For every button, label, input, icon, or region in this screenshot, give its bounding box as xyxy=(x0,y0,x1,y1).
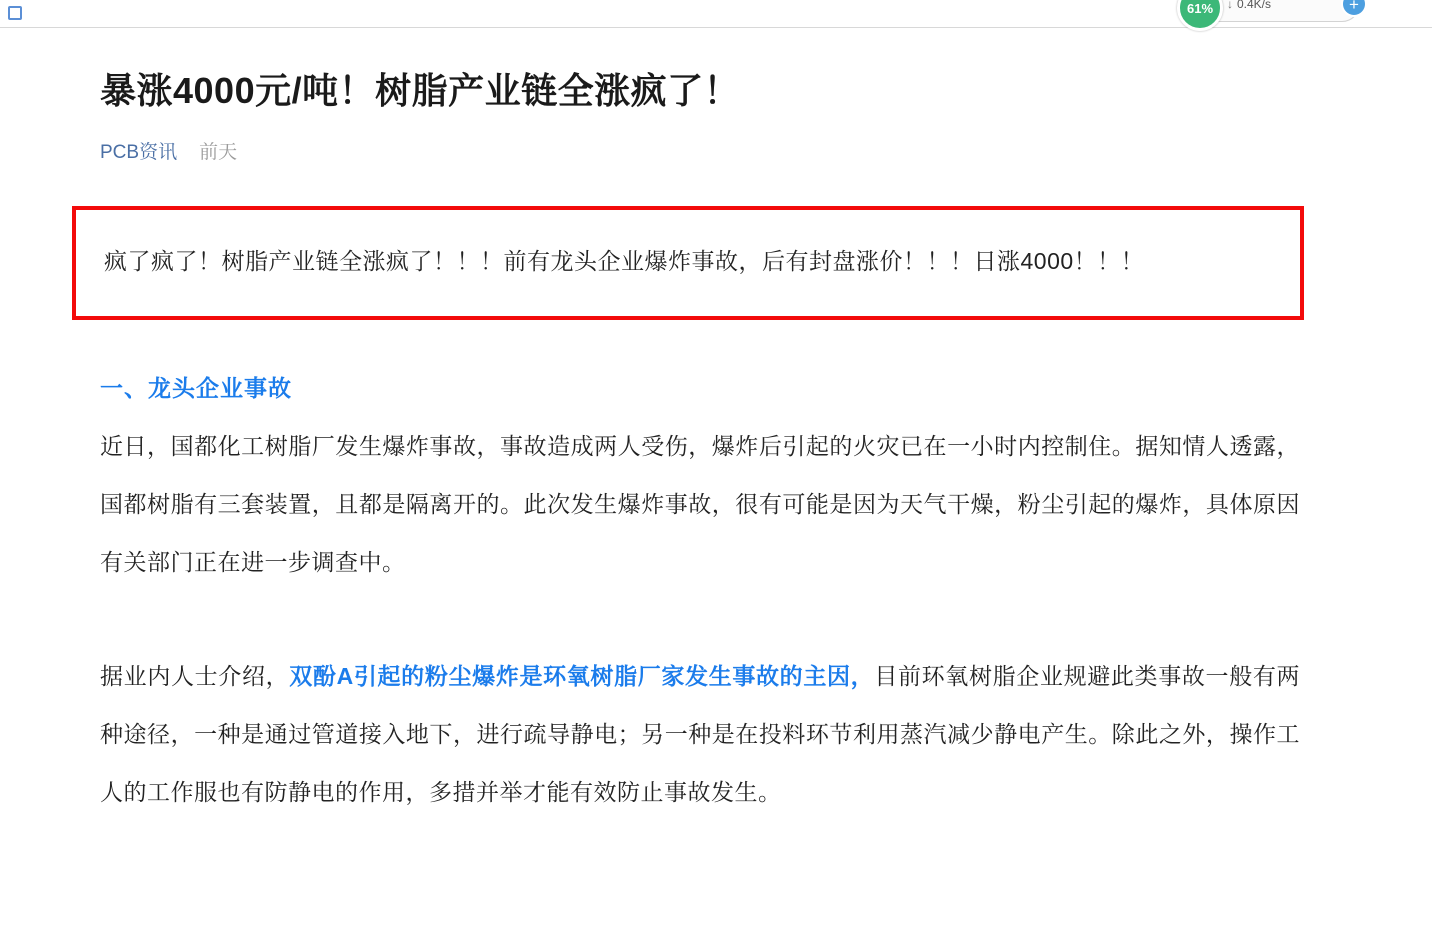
lead-highlight-box xyxy=(72,206,1304,320)
article-timestamp: 前天 xyxy=(199,141,238,163)
paragraph-two-pre: 据业内人士介绍， xyxy=(100,662,290,689)
add-icon[interactable]: + xyxy=(1341,0,1367,17)
article-source[interactable]: PCB资讯 xyxy=(100,141,178,163)
download-arrow-icon: ↓ xyxy=(1227,0,1233,11)
lead-paragraph: 疯了疯了！树脂产业链全涨疯了！！！前有龙头企业爆炸事故，后有封盘涨价！！！日涨4000！！！ xyxy=(104,247,1145,274)
network-speed-widget[interactable] xyxy=(1180,0,1360,22)
paragraph-two xyxy=(100,647,1300,821)
tab-square-icon[interactable] xyxy=(8,6,22,20)
page-title: 暴涨4000元/吨！树脂产业链全涨疯了！ xyxy=(100,70,741,111)
section-heading-one: 一、龙头企业事故 xyxy=(100,374,292,401)
battery-percent-badge: 61% xyxy=(1177,0,1223,31)
article-meta xyxy=(100,137,1300,164)
paragraph-two-highlight: 双酚A引起的粉尘爆炸是环氧树脂厂家发生事故的主因， xyxy=(289,662,875,689)
article-container xyxy=(100,28,1300,844)
network-speed-label: 0.4K/s xyxy=(1237,0,1272,11)
paragraph-two-post: 目前环氧树脂企业规避此类事故一般有两种途径，一种是通过管道接入地下，进行疏导静电；另一种是在投料环节利用蒸汽减少静电产生。除此之外，操作工人的工作服也有防静电的作用，多措并举才能有效防止事故发生。 xyxy=(100,662,1301,805)
paragraph-one: 近日，国都化工树脂厂发生爆炸事故，事故造成两人受伤，爆炸后引起的火灾已在一小时内控制住。据知情人透露，国都树脂有三套装置，且都是隔离开的。此次发生爆炸事故，很有可能是因为天气干燥，粉尘引起的爆炸，具体原因有关部门正在进一步调查中。 xyxy=(100,432,1300,575)
